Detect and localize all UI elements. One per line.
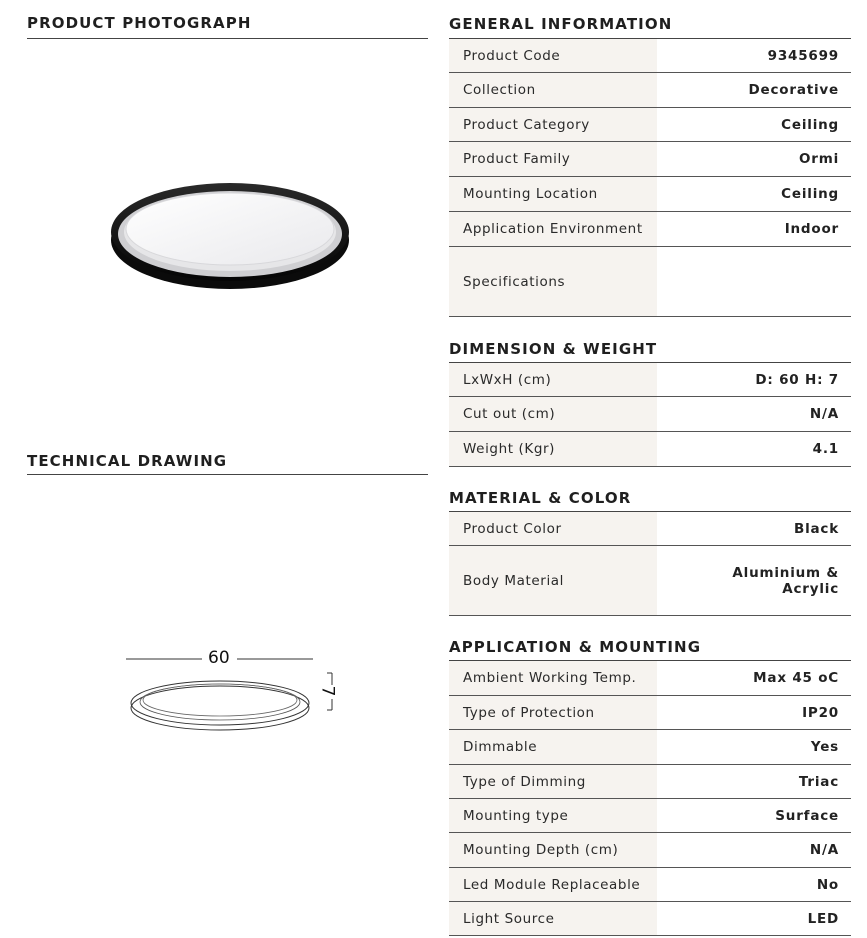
row-value: Surface xyxy=(775,807,839,824)
row-value xyxy=(657,247,851,316)
row-label: Ambient Working Temp. xyxy=(449,661,657,695)
general-information-title: GENERAL INFORMATION xyxy=(449,15,673,33)
row-label: LxWxH (cm) xyxy=(449,363,657,396)
product-photo xyxy=(100,168,360,302)
table-row xyxy=(449,696,851,730)
table-row xyxy=(449,730,851,765)
row-value: Black xyxy=(793,520,839,537)
table-row xyxy=(449,142,851,177)
row-label: Weight (Kgr) xyxy=(449,432,657,466)
row-value: N/A xyxy=(809,406,839,422)
row-label: Led Module Replaceable xyxy=(449,868,657,901)
height-label: 7 xyxy=(317,685,338,697)
row-value: D: 60 H: 7 xyxy=(755,371,839,388)
table-row xyxy=(449,108,851,142)
table-row xyxy=(449,39,851,73)
row-label: Product Family xyxy=(449,142,657,176)
technical-drawing xyxy=(120,640,350,744)
row-value: Max 45 oC xyxy=(753,670,839,686)
row-value: Ormi xyxy=(798,151,839,167)
row-label: Specifications xyxy=(449,247,657,316)
row-value: Ceiling xyxy=(781,186,839,202)
row-value: No xyxy=(816,876,839,893)
row-label: Type of Dimming xyxy=(449,765,657,798)
application-mounting-table xyxy=(449,661,851,936)
row-label: Body Material xyxy=(449,546,657,615)
row-value: 9345699 xyxy=(767,47,839,64)
dimension-weight-table xyxy=(449,363,851,467)
row-label: Collection xyxy=(449,73,657,107)
row-label: Cut out (cm) xyxy=(449,397,657,431)
row-label: Dimmable xyxy=(449,730,657,764)
drawing-title-rule xyxy=(27,474,428,475)
table-row xyxy=(449,363,851,397)
table-row xyxy=(449,765,851,799)
table-row xyxy=(449,833,851,868)
material-color-table xyxy=(449,512,851,616)
row-value: 4.1 xyxy=(812,441,839,457)
table-row xyxy=(449,212,851,247)
row-label: Mounting type xyxy=(449,799,657,832)
table-row xyxy=(449,799,851,833)
table-row xyxy=(449,512,851,546)
row-value: N/A xyxy=(809,842,839,858)
photo-title-rule xyxy=(27,38,428,39)
row-label: Type of Protection xyxy=(449,696,657,729)
row-value: Indoor xyxy=(784,221,839,237)
row-value-line: Acrylic xyxy=(782,580,839,597)
table-row xyxy=(449,868,851,902)
row-label: Application Environment xyxy=(449,212,657,246)
row-value xyxy=(657,546,851,615)
application-mounting-title: APPLICATION & MOUNTING xyxy=(449,638,702,656)
diameter-label: 60 xyxy=(208,648,230,668)
row-label: Product Code xyxy=(449,39,657,72)
row-label: Product Color xyxy=(449,512,657,545)
row-label: Light Source xyxy=(449,902,657,935)
row-value: IP20 xyxy=(802,704,839,721)
table-row xyxy=(449,397,851,432)
row-value: Ceiling xyxy=(781,116,839,133)
technical-drawing-title: TECHNICAL DRAWING xyxy=(27,452,228,470)
dimension-weight-title: DIMENSION & WEIGHT xyxy=(449,340,658,358)
row-value-line: Aluminium & xyxy=(732,564,839,581)
table-row xyxy=(449,902,851,936)
product-photograph-title: PRODUCT PHOTOGRAPH xyxy=(27,14,252,32)
row-value: Yes xyxy=(810,739,839,755)
row-value: LED xyxy=(807,910,839,927)
general-information-table xyxy=(449,39,851,317)
row-value: Decorative xyxy=(748,82,839,98)
table-row xyxy=(449,432,851,467)
table-row xyxy=(449,73,851,108)
material-color-title: MATERIAL & COLOR xyxy=(449,489,632,507)
row-value: Triac xyxy=(798,773,839,790)
table-row xyxy=(449,177,851,212)
row-label: Product Category xyxy=(449,108,657,141)
row-label: Mounting Depth (cm) xyxy=(449,833,657,867)
row-label: Mounting Location xyxy=(449,177,657,211)
table-row xyxy=(449,247,851,317)
table-row xyxy=(449,546,851,616)
table-row xyxy=(449,661,851,696)
